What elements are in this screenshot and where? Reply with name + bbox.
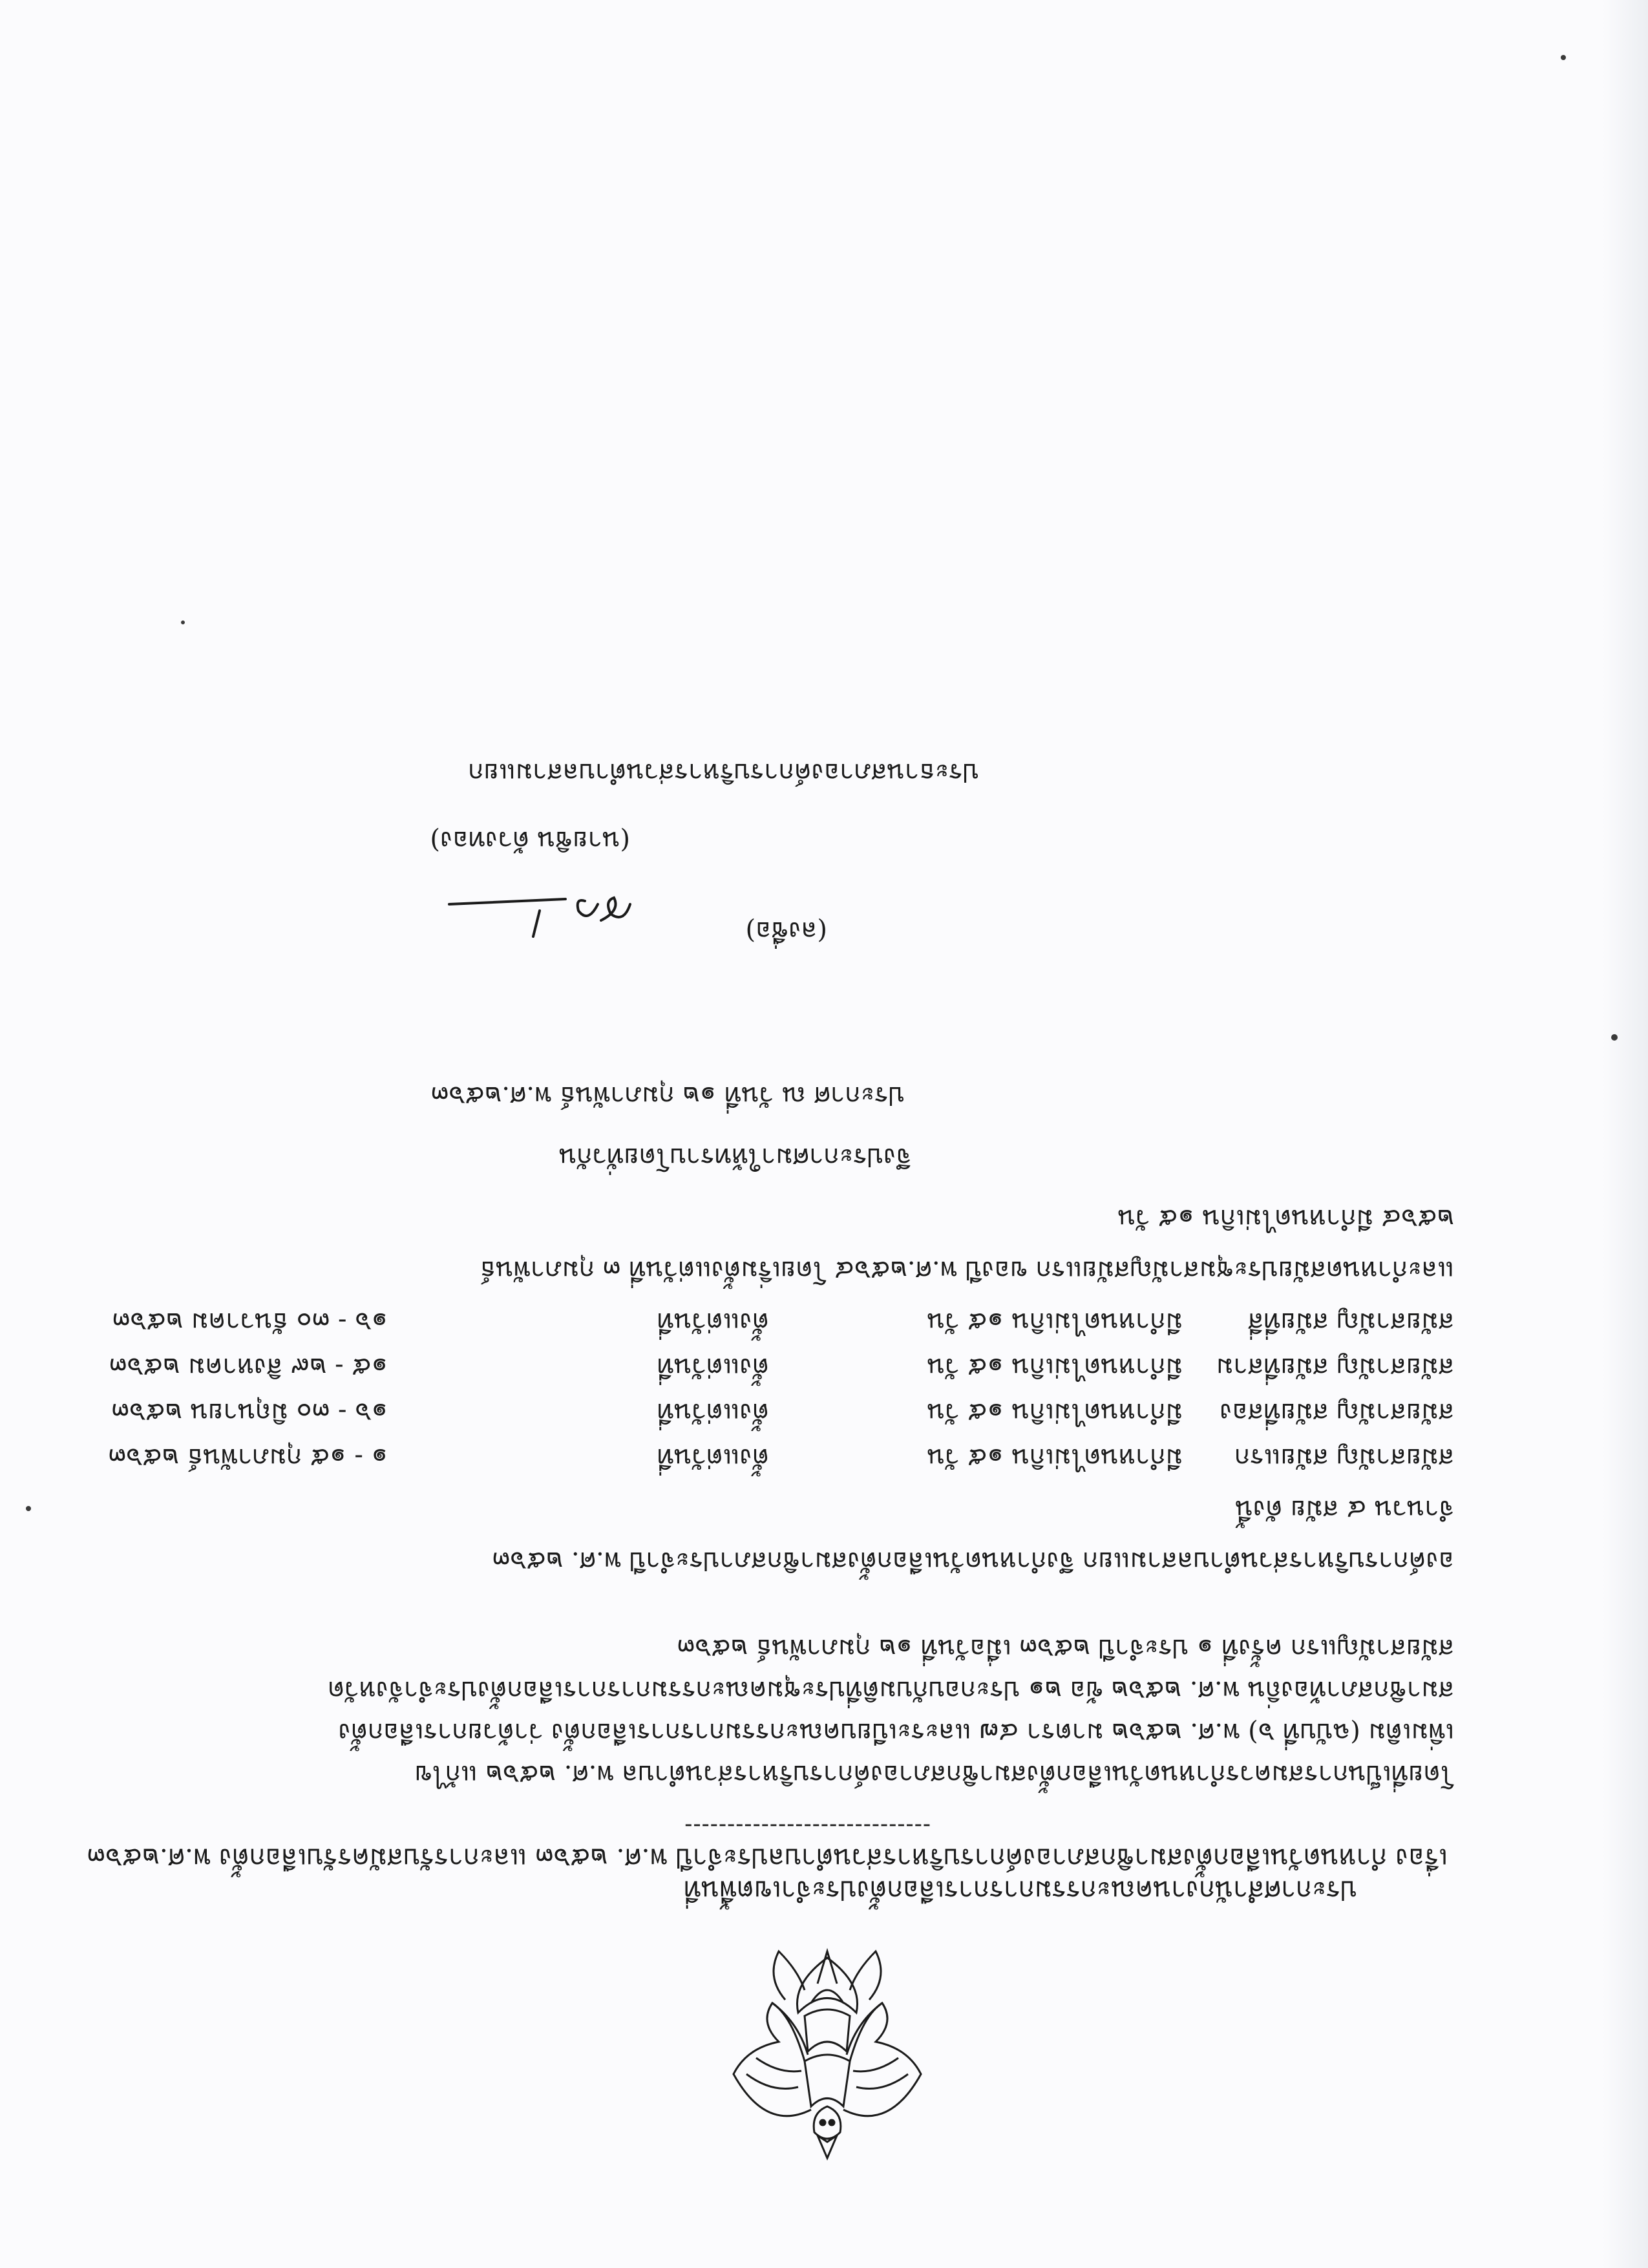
body-paragraph-line: สมาชิกสภาท้องถิ่น พ.ศ. ๒๕๖๒ ข้อ ๒๑ ประกอบกับมติที่ประชุมคณะกรรมการการเลือกตั้งประจำจังหวัด bbox=[327, 1675, 1454, 1705]
announcement-date: ประกาศ ณ วันที่ ๑๒ กุมภาพันธ์ พ.ศ.๒๕๖๓ bbox=[430, 1081, 905, 1110]
term-date-range: ๑ - ๑๕ กุมภาพันธ์ ๒๕๖๓ bbox=[108, 1443, 388, 1472]
body-paragraph-line: สมัยสามัญแรก ครั้งที่ ๑ ประจำปี ๒๕๖๓ เมื่อวันที่ ๑๒ กุมภาพันธ์ ๒๕๖๓ bbox=[677, 1633, 1454, 1663]
garuda-emblem-icon bbox=[721, 1938, 934, 2171]
schedule-intro: องค์การบริหารส่วนตำบลสามแยก จึงกำหนดวันเลือกตั้งสมาชิกสภาประจำปี พ.ศ. ๒๕๖๓ bbox=[492, 1546, 1454, 1576]
term-date-range: ๑๕ - ๒๙ สิงหาคม ๒๕๖๓ bbox=[109, 1352, 388, 1382]
term-duration: มีกำหนดไม่เกิน ๑๕ วัน bbox=[927, 1397, 1183, 1427]
term-duration: มีกำหนดไม่เกิน ๑๕ วัน bbox=[927, 1352, 1183, 1382]
body-paragraph-line: เพิ่มเติม (ฉบับที่ ๖) พ.ศ. ๒๕๖๒ มาตรา ๔๗ และระเบียบคณะกรรมการการเลือกตั้ง ว่าด้วยการเลือกตั้ง bbox=[338, 1717, 1454, 1747]
schedule-count: จำนวน ๔ สมัย ดังนี้ bbox=[1235, 1494, 1454, 1524]
term-start-label: ตั้งแต่วันที่ bbox=[657, 1307, 769, 1337]
separator-line: ----------------------------- bbox=[684, 1813, 931, 1839]
term-date-range: ๑๖ - ๓๐ ธันวาคม ๒๕๖๓ bbox=[112, 1307, 388, 1337]
handwritten-signature bbox=[443, 878, 637, 949]
closing-paragraph-line: ๒๕๖๔ มีกำหนดไม่เกิน ๑๕ วัน bbox=[1117, 1203, 1454, 1233]
term-start-label: ตั้งแต่วันที่ bbox=[657, 1352, 769, 1382]
term-date-range: ๑๖ - ๓๐ มิถุนายน ๒๕๖๓ bbox=[111, 1397, 388, 1427]
body-paragraph-line: โดยที่เป็นการสมควรกำหนดวันเลือกตั้งสมาชิกสภาองค์การบริหารส่วนตำบล พ.ศ. ๒๕๖๒ แก้ไข bbox=[414, 1759, 1454, 1789]
term-start-label: ตั้งแต่วันที่ bbox=[657, 1443, 769, 1472]
document-subject: เรื่อง กำหนดวันเลือกตั้งสมาชิกสภาองค์การบริหารส่วนตำบลประจำปี พ.ศ. ๒๕๖๓ และการรับสมัครรับเลือกตั้ง พ.ศ.๒๕๖๓ bbox=[87, 1843, 1448, 1874]
term-name: สมัยสามัญ สมัยที่สอง bbox=[1220, 1397, 1454, 1427]
document-title: ประกาศสำนักงานคณะกรรมการการเลือกตั้งประจำเขตพื้นที่ bbox=[683, 1875, 1357, 1906]
term-name: สมัยสามัญ สมัยแรก bbox=[1234, 1443, 1454, 1472]
term-start-label: ตั้งแต่วันที่ bbox=[657, 1397, 769, 1427]
term-name: สมัยสามัญ สมัยที่สี่ bbox=[1247, 1307, 1454, 1337]
signature-label: (ลงชื่อ) bbox=[745, 916, 827, 946]
term-name: สมัยสามัญ สมัยที่สาม bbox=[1216, 1352, 1454, 1382]
announcement-notice: จึงประกาศมาให้ทราบโดยทั่วกัน bbox=[558, 1142, 911, 1172]
term-duration: มีกำหนดไม่เกิน ๑๕ วัน bbox=[927, 1443, 1183, 1472]
term-duration: มีกำหนดไม่เกิน ๑๕ วัน bbox=[927, 1307, 1183, 1337]
closing-paragraph-line: และกำหนดสมัยประชุมสามัญสมัยแรก ของปี พ.ศ.๒๕๖๔ โดยเริ่มตั้งแต่วันที่ ๓ กุมภาพันธ์ bbox=[480, 1255, 1454, 1285]
signer-position: ประธานสภาองค์การบริหารส่วนตำบลสามแยก bbox=[468, 758, 979, 787]
signer-name: (นายชิน ด้วงทอง) bbox=[430, 825, 630, 855]
